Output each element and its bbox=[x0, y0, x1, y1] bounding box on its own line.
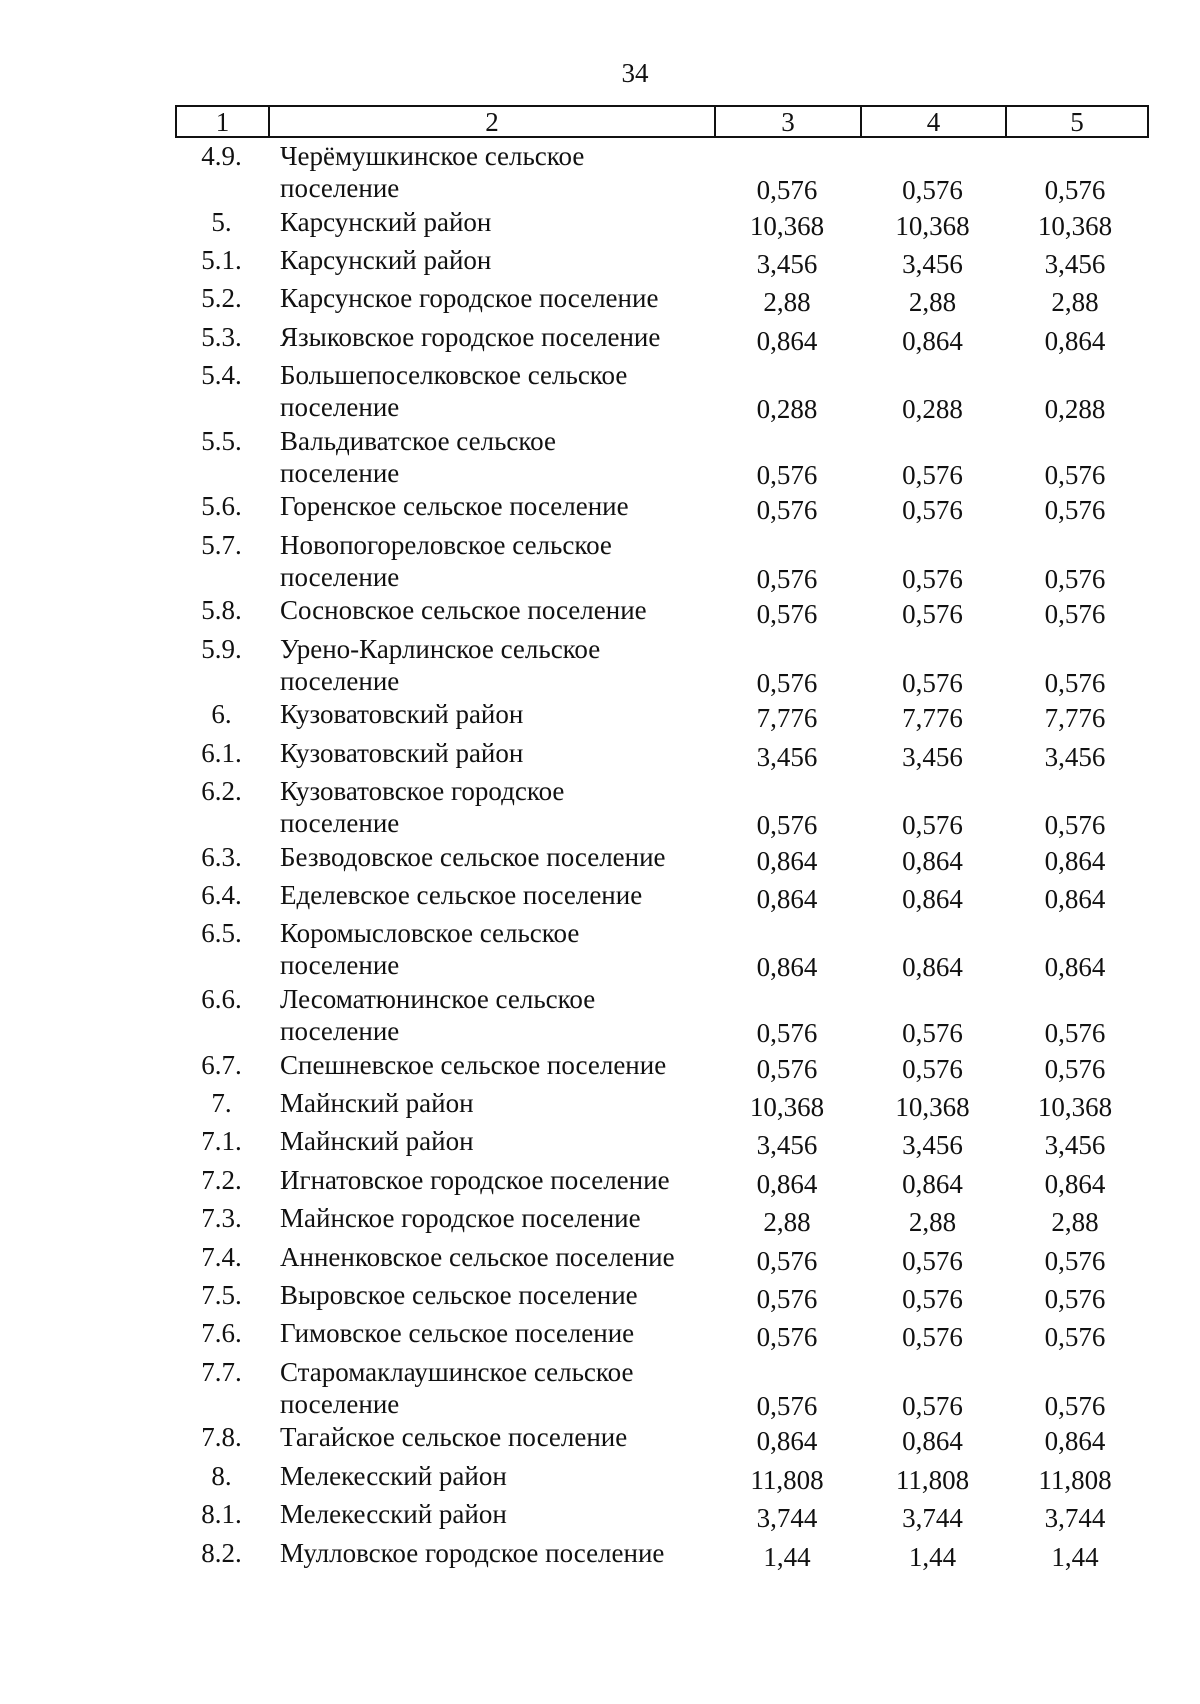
row-value-col-4: 7,776 bbox=[902, 703, 963, 734]
row-value-col-4: 0,576 bbox=[902, 495, 963, 526]
table-row bbox=[175, 879, 1149, 917]
row-value-col-4: 0,576 bbox=[902, 1284, 963, 1314]
row-value-col-5: 10,368 bbox=[1037, 210, 1113, 241]
row-name: Карсунский район bbox=[280, 206, 492, 237]
row-value-col-5: 0,576 bbox=[1044, 1390, 1106, 1421]
row-value-col-4: 0,864 bbox=[902, 1168, 963, 1199]
table-row bbox=[175, 490, 1149, 528]
row-value-col-5: 0,864 bbox=[1044, 1168, 1106, 1199]
header-col-5: 5 bbox=[1070, 107, 1084, 137]
table-row bbox=[175, 244, 1149, 282]
row-value-col-3: 0,576 bbox=[756, 1018, 818, 1049]
row-value-col-4: 0,864 bbox=[902, 952, 963, 983]
row-value-col-5: 3,456 bbox=[1044, 248, 1106, 279]
row-value-col-5: 0,576 bbox=[1044, 495, 1106, 526]
table-row bbox=[175, 698, 1149, 736]
row-value-col-5: 0,576 bbox=[1044, 1322, 1106, 1353]
row-value-col-3: 0,576 bbox=[756, 495, 818, 526]
row-name: Языковское городское поселение bbox=[280, 321, 661, 352]
table-row bbox=[175, 1049, 1149, 1087]
row-value-col-3: 0,864 bbox=[756, 952, 818, 983]
row-value-col-5: 0,576 bbox=[1044, 175, 1106, 205]
table-row bbox=[175, 983, 1149, 1049]
row-name: Кузоватовское городское поселение bbox=[280, 776, 565, 839]
row-value-col-3: 0,576 bbox=[756, 459, 818, 490]
row-value-col-5: 0,576 bbox=[1044, 810, 1106, 841]
row-name: Анненковское сельское поселение bbox=[280, 1241, 675, 1272]
table-body bbox=[175, 140, 1149, 1575]
row-value-col-3: 1,44 bbox=[763, 1541, 811, 1572]
row-value-col-4: 0,576 bbox=[902, 599, 963, 630]
row-name: Лесоматюнинское сельское поселение bbox=[280, 984, 596, 1047]
table-row bbox=[175, 917, 1149, 983]
row-number: 7.4. bbox=[201, 1241, 242, 1272]
row-name: Карсунское городское поселение bbox=[280, 283, 659, 314]
row-name: Спешневское сельское поселение bbox=[280, 1049, 667, 1080]
table-row bbox=[175, 1356, 1149, 1422]
row-value-col-5: 0,864 bbox=[1044, 845, 1106, 876]
row-value-col-3: 0,576 bbox=[756, 175, 818, 205]
row-name: Мулловское городское поселение bbox=[280, 1537, 665, 1568]
table-row bbox=[175, 775, 1149, 841]
table-row bbox=[175, 206, 1149, 244]
row-name: Майнский район bbox=[280, 1088, 474, 1119]
row-name: Черёмушкинское сельское поселение bbox=[280, 141, 585, 203]
row-value-col-4: 0,288 bbox=[902, 394, 963, 425]
row-number: 5.8. bbox=[201, 595, 242, 626]
row-value-col-3: 2,88 bbox=[763, 287, 811, 318]
row-value-col-4: 0,864 bbox=[902, 1426, 963, 1457]
row-name: Большепоселковское сельское поселение bbox=[280, 360, 628, 423]
row-value-col-4: 1,44 bbox=[908, 1541, 957, 1572]
row-number: 5.1. bbox=[201, 244, 242, 275]
row-value-col-3: 0,576 bbox=[756, 667, 818, 698]
row-value-col-3: 0,576 bbox=[756, 810, 818, 841]
row-value-col-3: 0,576 bbox=[756, 1390, 818, 1421]
table-row bbox=[175, 1164, 1149, 1202]
row-number: 5.6. bbox=[201, 491, 242, 522]
row-value-col-4: 0,576 bbox=[902, 1390, 963, 1421]
row-value-col-5: 0,576 bbox=[1044, 563, 1106, 594]
row-value-col-5: 0,576 bbox=[1044, 1245, 1106, 1276]
row-name: Майнский район bbox=[280, 1126, 474, 1157]
row-name: Игнатовское городское поселение bbox=[280, 1164, 670, 1195]
table-row bbox=[175, 1279, 1149, 1317]
row-number: 5.2. bbox=[201, 283, 242, 314]
row-number: 7.5. bbox=[201, 1280, 242, 1310]
table-row bbox=[175, 1125, 1149, 1163]
row-value-col-5: 0,576 bbox=[1044, 1284, 1106, 1314]
row-value-col-5: 1,44 bbox=[1051, 1541, 1099, 1572]
row-value-col-3: 10,368 bbox=[749, 210, 825, 241]
row-value-col-3: 0,576 bbox=[756, 1284, 818, 1314]
row-value-col-4: 3,456 bbox=[902, 741, 963, 772]
row-name: Кузоватовский район bbox=[280, 737, 524, 768]
row-value-col-5: 11,808 bbox=[1038, 1464, 1112, 1495]
row-value-col-5: 0,864 bbox=[1044, 884, 1106, 915]
row-value-col-3: 0,576 bbox=[756, 1245, 818, 1276]
row-value-col-3: 10,368 bbox=[749, 1092, 825, 1123]
row-name: Кузоватовский район bbox=[280, 699, 524, 730]
header-col-4: 4 bbox=[862, 107, 1007, 136]
row-value-col-3: 0,576 bbox=[756, 1322, 818, 1353]
row-value-col-4: 0,576 bbox=[902, 175, 963, 205]
row-value-col-3: 3,456 bbox=[756, 1130, 818, 1161]
row-value-col-4: 0,576 bbox=[902, 667, 963, 698]
row-number: 5.5. bbox=[201, 425, 242, 456]
table-row bbox=[175, 529, 1149, 595]
row-value-col-5: 0,864 bbox=[1044, 325, 1106, 356]
row-number: 6. bbox=[211, 699, 232, 730]
row-name: Гимовское сельское поселение bbox=[280, 1318, 635, 1349]
table-row bbox=[175, 140, 1149, 206]
row-value-col-4: 10,368 bbox=[895, 1092, 970, 1123]
row-number: 6.3. bbox=[201, 841, 242, 872]
row-number: 7.7. bbox=[201, 1356, 242, 1387]
row-value-col-3: 0,864 bbox=[756, 845, 818, 876]
row-value-col-4: 0,576 bbox=[902, 1245, 963, 1276]
row-name: Карсунский район bbox=[280, 244, 492, 275]
table-row bbox=[175, 594, 1149, 632]
row-value-col-5: 0,576 bbox=[1044, 1018, 1106, 1049]
table-row bbox=[175, 425, 1149, 491]
row-number: 5.4. bbox=[201, 360, 242, 391]
row-name: Еделевское сельское поселение bbox=[280, 880, 643, 911]
row-value-col-4: 0,576 bbox=[902, 459, 963, 490]
row-value-col-4: 3,744 bbox=[902, 1503, 963, 1534]
header-col-2: 2 bbox=[270, 107, 716, 136]
row-value-col-4: 0,576 bbox=[902, 563, 963, 594]
row-value-col-4: 0,576 bbox=[902, 810, 963, 841]
table-row bbox=[175, 1202, 1149, 1240]
row-value-col-4: 11,808 bbox=[895, 1464, 970, 1495]
row-value-col-5: 3,456 bbox=[1044, 741, 1106, 772]
row-value-col-3: 3,744 bbox=[756, 1503, 818, 1534]
row-value-col-3: 0,864 bbox=[756, 1426, 818, 1457]
row-number: 7.6. bbox=[201, 1318, 242, 1349]
row-value-col-5: 2,88 bbox=[1051, 287, 1099, 318]
page-number: 34 bbox=[621, 58, 649, 88]
table-row bbox=[175, 359, 1149, 425]
row-value-col-4: 0,576 bbox=[902, 1322, 963, 1353]
row-value-col-3: 7,776 bbox=[756, 703, 818, 734]
row-number: 8. bbox=[211, 1460, 232, 1491]
row-number: 8.2. bbox=[201, 1537, 242, 1568]
row-value-col-5: 0,864 bbox=[1044, 1426, 1106, 1457]
row-number: 5.9. bbox=[201, 633, 242, 664]
row-name: Новопогореловское сельское поселение bbox=[280, 529, 612, 592]
row-value-col-3: 0,288 bbox=[756, 394, 818, 425]
row-number: 4.9. bbox=[201, 141, 242, 171]
row-value-col-5: 10,368 bbox=[1037, 1092, 1113, 1123]
row-number: 5. bbox=[211, 206, 232, 237]
row-value-col-3: 3,456 bbox=[756, 741, 818, 772]
row-number: 6.7. bbox=[201, 1049, 242, 1080]
row-value-col-5: 3,744 bbox=[1044, 1503, 1106, 1534]
table-row bbox=[175, 737, 1149, 775]
row-name: Сосновское сельское поселение bbox=[280, 595, 647, 626]
row-value-col-4: 0,576 bbox=[902, 1018, 963, 1049]
row-number: 5.7. bbox=[201, 529, 242, 560]
row-value-col-3: 0,576 bbox=[756, 1053, 818, 1084]
table-row bbox=[175, 321, 1149, 359]
row-number: 7.1. bbox=[201, 1126, 242, 1157]
row-name: Мелекесский район bbox=[280, 1460, 507, 1491]
row-value-col-4: 10,368 bbox=[895, 210, 970, 241]
table-row bbox=[175, 1087, 1149, 1125]
row-value-col-4: 0,576 bbox=[902, 1053, 963, 1084]
row-number: 7.8. bbox=[201, 1422, 242, 1453]
row-value-col-5: 0,576 bbox=[1044, 1053, 1106, 1084]
row-value-col-4: 0,864 bbox=[902, 845, 963, 876]
row-name: Тагайское сельское поселение bbox=[280, 1422, 628, 1453]
row-value-col-3: 0,576 bbox=[756, 599, 818, 630]
row-value-col-3: 0,864 bbox=[756, 1168, 818, 1199]
row-number: 6.6. bbox=[201, 984, 242, 1015]
table-row bbox=[175, 1421, 1149, 1459]
row-name: Безводовское сельское поселение bbox=[280, 841, 666, 872]
row-number: 6.2. bbox=[201, 776, 242, 807]
row-value-col-5: 2,88 bbox=[1051, 1207, 1099, 1238]
row-value-col-5: 0,576 bbox=[1044, 667, 1106, 698]
row-value-col-4: 2,88 bbox=[908, 1207, 957, 1238]
row-number: 6.4. bbox=[201, 880, 242, 911]
row-name: Майнское городское поселение bbox=[280, 1203, 641, 1234]
row-value-col-3: 11,808 bbox=[750, 1464, 824, 1495]
table-row bbox=[175, 1537, 1149, 1575]
row-name: Выровское сельское поселение bbox=[280, 1280, 638, 1310]
row-value-col-5: 3,456 bbox=[1044, 1130, 1106, 1161]
table-row bbox=[175, 1241, 1149, 1279]
row-value-col-3: 0,864 bbox=[756, 325, 818, 356]
table-row bbox=[175, 633, 1149, 699]
row-number: 6.5. bbox=[201, 918, 242, 949]
row-value-col-3: 3,456 bbox=[756, 248, 818, 279]
row-name: Вальдиватское сельское поселение bbox=[280, 425, 556, 488]
table-row bbox=[175, 1498, 1149, 1536]
row-value-col-3: 2,88 bbox=[763, 1207, 811, 1238]
row-number: 6.1. bbox=[201, 737, 242, 768]
row-name: Мелекесский район bbox=[280, 1499, 507, 1530]
header-col-1: 1 bbox=[177, 107, 270, 136]
row-value-col-5: 7,776 bbox=[1044, 703, 1106, 734]
row-value-col-4: 0,864 bbox=[902, 884, 963, 915]
row-name: Старомаклаушинское сельское поселение bbox=[280, 1356, 634, 1419]
row-value-col-4: 0,864 bbox=[902, 325, 963, 356]
table-row bbox=[175, 282, 1149, 320]
table-row bbox=[175, 1317, 1149, 1355]
row-value-col-5: 0,576 bbox=[1044, 599, 1106, 630]
row-name: Урено-Карлинское сельское поселение bbox=[280, 633, 601, 696]
table-header bbox=[175, 105, 1149, 138]
row-value-col-4: 3,456 bbox=[902, 1130, 963, 1161]
row-value-col-4: 2,88 bbox=[908, 287, 957, 318]
row-number: 7. bbox=[211, 1088, 232, 1119]
table-row bbox=[175, 841, 1149, 879]
row-value-col-3: 0,576 bbox=[756, 563, 818, 594]
row-number: 8.1. bbox=[201, 1499, 242, 1530]
row-name: Коромысловское сельское поселение bbox=[280, 918, 580, 981]
row-number: 5.3. bbox=[201, 321, 242, 352]
row-value-col-3: 0,864 bbox=[756, 884, 818, 915]
row-value-col-5: 0,288 bbox=[1044, 394, 1106, 425]
row-number: 7.2. bbox=[201, 1164, 242, 1195]
row-name: Горенское сельское поселение bbox=[280, 491, 629, 522]
header-col-3: 3 bbox=[716, 107, 862, 136]
row-number: 7.3. bbox=[201, 1203, 242, 1234]
row-value-col-4: 3,456 bbox=[902, 248, 963, 279]
row-value-col-5: 0,864 bbox=[1044, 952, 1106, 983]
row-value-col-5: 0,576 bbox=[1044, 459, 1106, 490]
table-row bbox=[175, 1460, 1149, 1498]
